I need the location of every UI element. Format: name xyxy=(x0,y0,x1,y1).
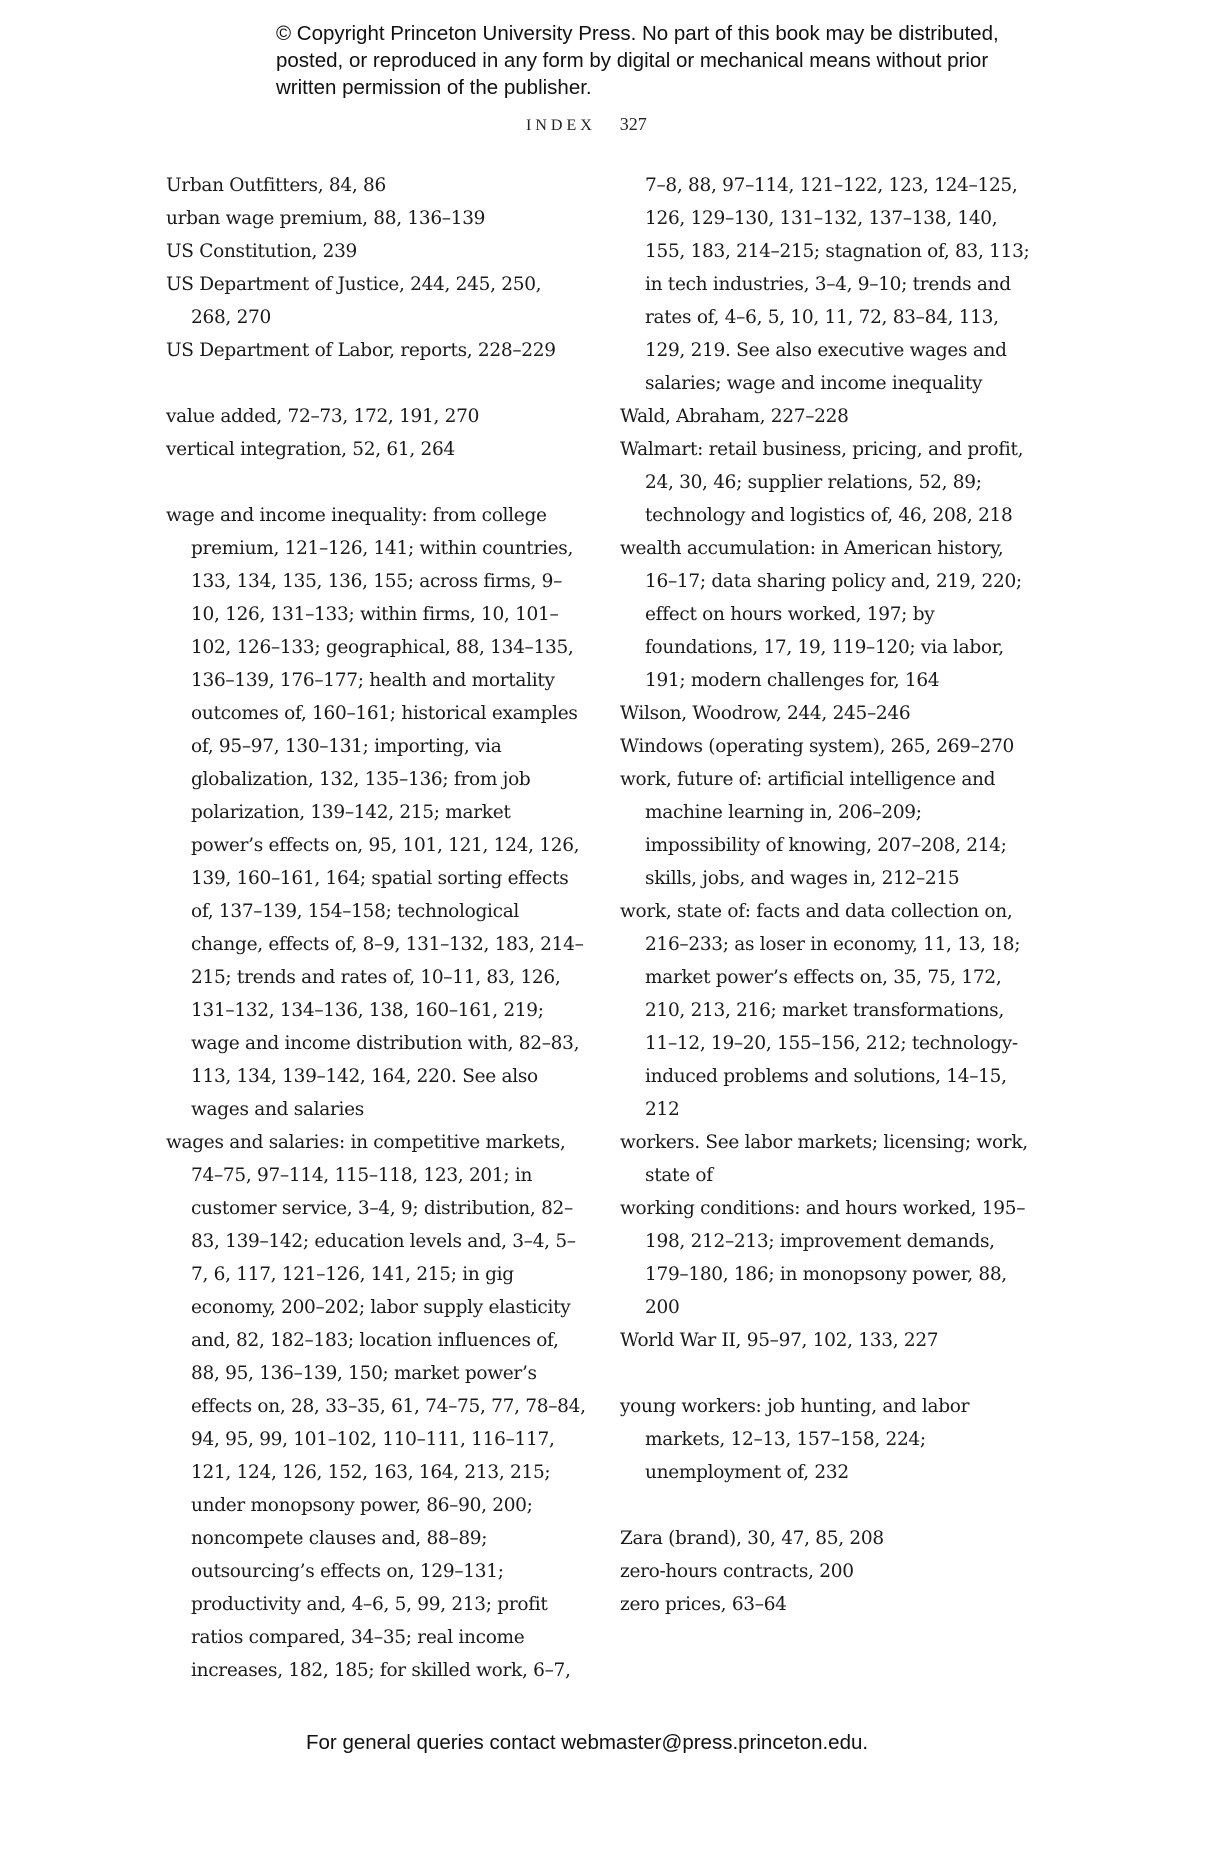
index-entry: work, future of: artificial intelligence and machine learning in, 206–209; impossibility of knowing, 207–208, 214; skills, jobs, and wages in, 212–215 xyxy=(620,769,1007,889)
index-entry: Zara (brand), 30, 47, 85, 208 xyxy=(620,1528,884,1549)
running-head xyxy=(526,114,647,135)
letter-group-gap xyxy=(620,1489,1040,1522)
copyright-notice: © Copyright Princeton University Press. No part of this book may be distributed, posted, or reproduced in any form by digital or mechanical means without prior written permission of the publisher. xyxy=(276,22,999,99)
index-entry-continuation: 7–8, 88, 97–114, 121–122, 123, 124–125, 126, 129–130, 131–132, 137–138, 140, 155, 183, 214–215; stagnation of, 83, 113; in tech industries, 3–4, 9–10; trends and rates of, 4–6, 5, 10, 11, 72, 83–84, 113, 129, 219. See also executive wages and salaries; wage and income inequality xyxy=(645,175,1030,394)
index-entry: zero prices, 63–64 xyxy=(620,1594,787,1615)
running-head-label: INDEX xyxy=(526,117,596,134)
index-entry: US Constitution, 239 xyxy=(166,241,358,262)
index-entry: Walmart: retail business, pricing, and profit, 24, 30, 46; supplier relations, 52, 89; technology and logistics of, 46, 208, 218 xyxy=(620,439,1024,526)
index-entry: value added, 72–73, 172, 191, 270 xyxy=(166,406,480,427)
letter-group-gap xyxy=(620,1357,1040,1390)
index-entry: World War II, 95–97, 102, 133, 227 xyxy=(620,1330,939,1351)
index-entry: work, state of: facts and data collection on, 216–233; as loser in economy, 11, 13, 18; market power’s effects on, 35, 75, 172, 210, 213, 216; market transformations, 11–12, 19–20, 155–156, 212; technology-induced problems and solutions, 14–15, 212 xyxy=(620,901,1021,1120)
index-entry: Wald, Abraham, 227–228 xyxy=(620,406,849,427)
index-entry: workers. See labor markets; licensing; work, state of xyxy=(620,1132,1028,1186)
index-entry: zero-hours contracts, 200 xyxy=(620,1561,854,1582)
index-entry: Windows (operating system), 265, 269–270 xyxy=(620,736,1015,757)
letter-group-gap xyxy=(166,466,586,499)
index-entry: Urban Outfitters, 84, 86 xyxy=(166,175,386,196)
index-entry: wages and salaries: in competitive markets, 74–75, 97–114, 115–118, 123, 201; in customer service, 3–4, 9; distribution, 82–83, 139–142; education levels and, 3–4, 5–7, 6, 117, 121–126, 141, 215; in gig economy, 200–202; labor supply elasticity and, 82, 182–183; location influences of, 88, 95, 136–139, 150; market power’s effects on, 28, 33–35, 61, 74–75, 77, 78–84, 94, 95, 99, 101–102, 110–111, 116–117, 121, 124, 126, 152, 163, 164, 213, 215; under monopsony power, 86–90, 200; noncompete clauses and, 88–89; outsourcing’s effects on, 129–131; productivity and, 4–6, 5, 99, 213; profit ratios compared, 34–35; real income increases, 182, 185; for skilled work, 6–7, xyxy=(166,1132,586,1681)
index-entry: US Department of Labor, reports, 228–229 xyxy=(166,340,556,361)
index-entry: vertical integration, 52, 61, 264 xyxy=(166,439,455,460)
page-number: 327 xyxy=(619,114,647,134)
footer-contact: For general queries contact webmaster@press.princeton.edu. xyxy=(306,1731,869,1754)
index-entry: wealth accumulation: in American history, 16–17; data sharing policy and, 219, 220; effect on hours worked, 197; by foundations, 17, 19, 119–120; via labor, 191; modern challenges for, 164 xyxy=(620,538,1022,691)
index-column-left xyxy=(166,169,586,1687)
index-entry: young workers: job hunting, and labor markets, 12–13, 157–158, 224; unemployment of, 232 xyxy=(620,1396,970,1483)
index-entry: urban wage premium, 88, 136–139 xyxy=(166,208,486,229)
index-entry: wage and income inequality: from college premium, 121–126, 141; within countries, 133, 134, 135, 136, 155; across firms, 9–10, 126, 131–133; within firms, 10, 101–102, 126–133; geographical, 88, 134–135, 136–139, 176–177; health and mortality outcomes of, 160–161; historical examples of, 95–97, 130–131; importing, via globalization, 132, 135–136; from job polarization, 139–142, 215; market power’s effects on, 95, 101, 121, 124, 126, 139, 160–161, 164; spatial sorting effects of, 137–139, 154–158; technological change, effects of, 8–9, 131–132, 183, 214–215; trends and rates of, 10–11, 83, 126, 131–132, 134–136, 138, 160–161, 219; wage and income distribution with, 82–83, 113, 134, 139–142, 164, 220. See also wages and salaries xyxy=(166,505,584,1120)
index-column-right xyxy=(620,169,1040,1621)
index-entry: working conditions: and hours worked, 195–198, 212–213; improvement demands, 179–180, 186; in monopsony power, 88, 200 xyxy=(620,1198,1026,1318)
index-entry: Wilson, Woodrow, 244, 245–246 xyxy=(620,703,911,724)
index-entry: US Department of Justice, 244, 245, 250, 268, 270 xyxy=(166,274,542,328)
letter-group-gap xyxy=(166,367,586,400)
